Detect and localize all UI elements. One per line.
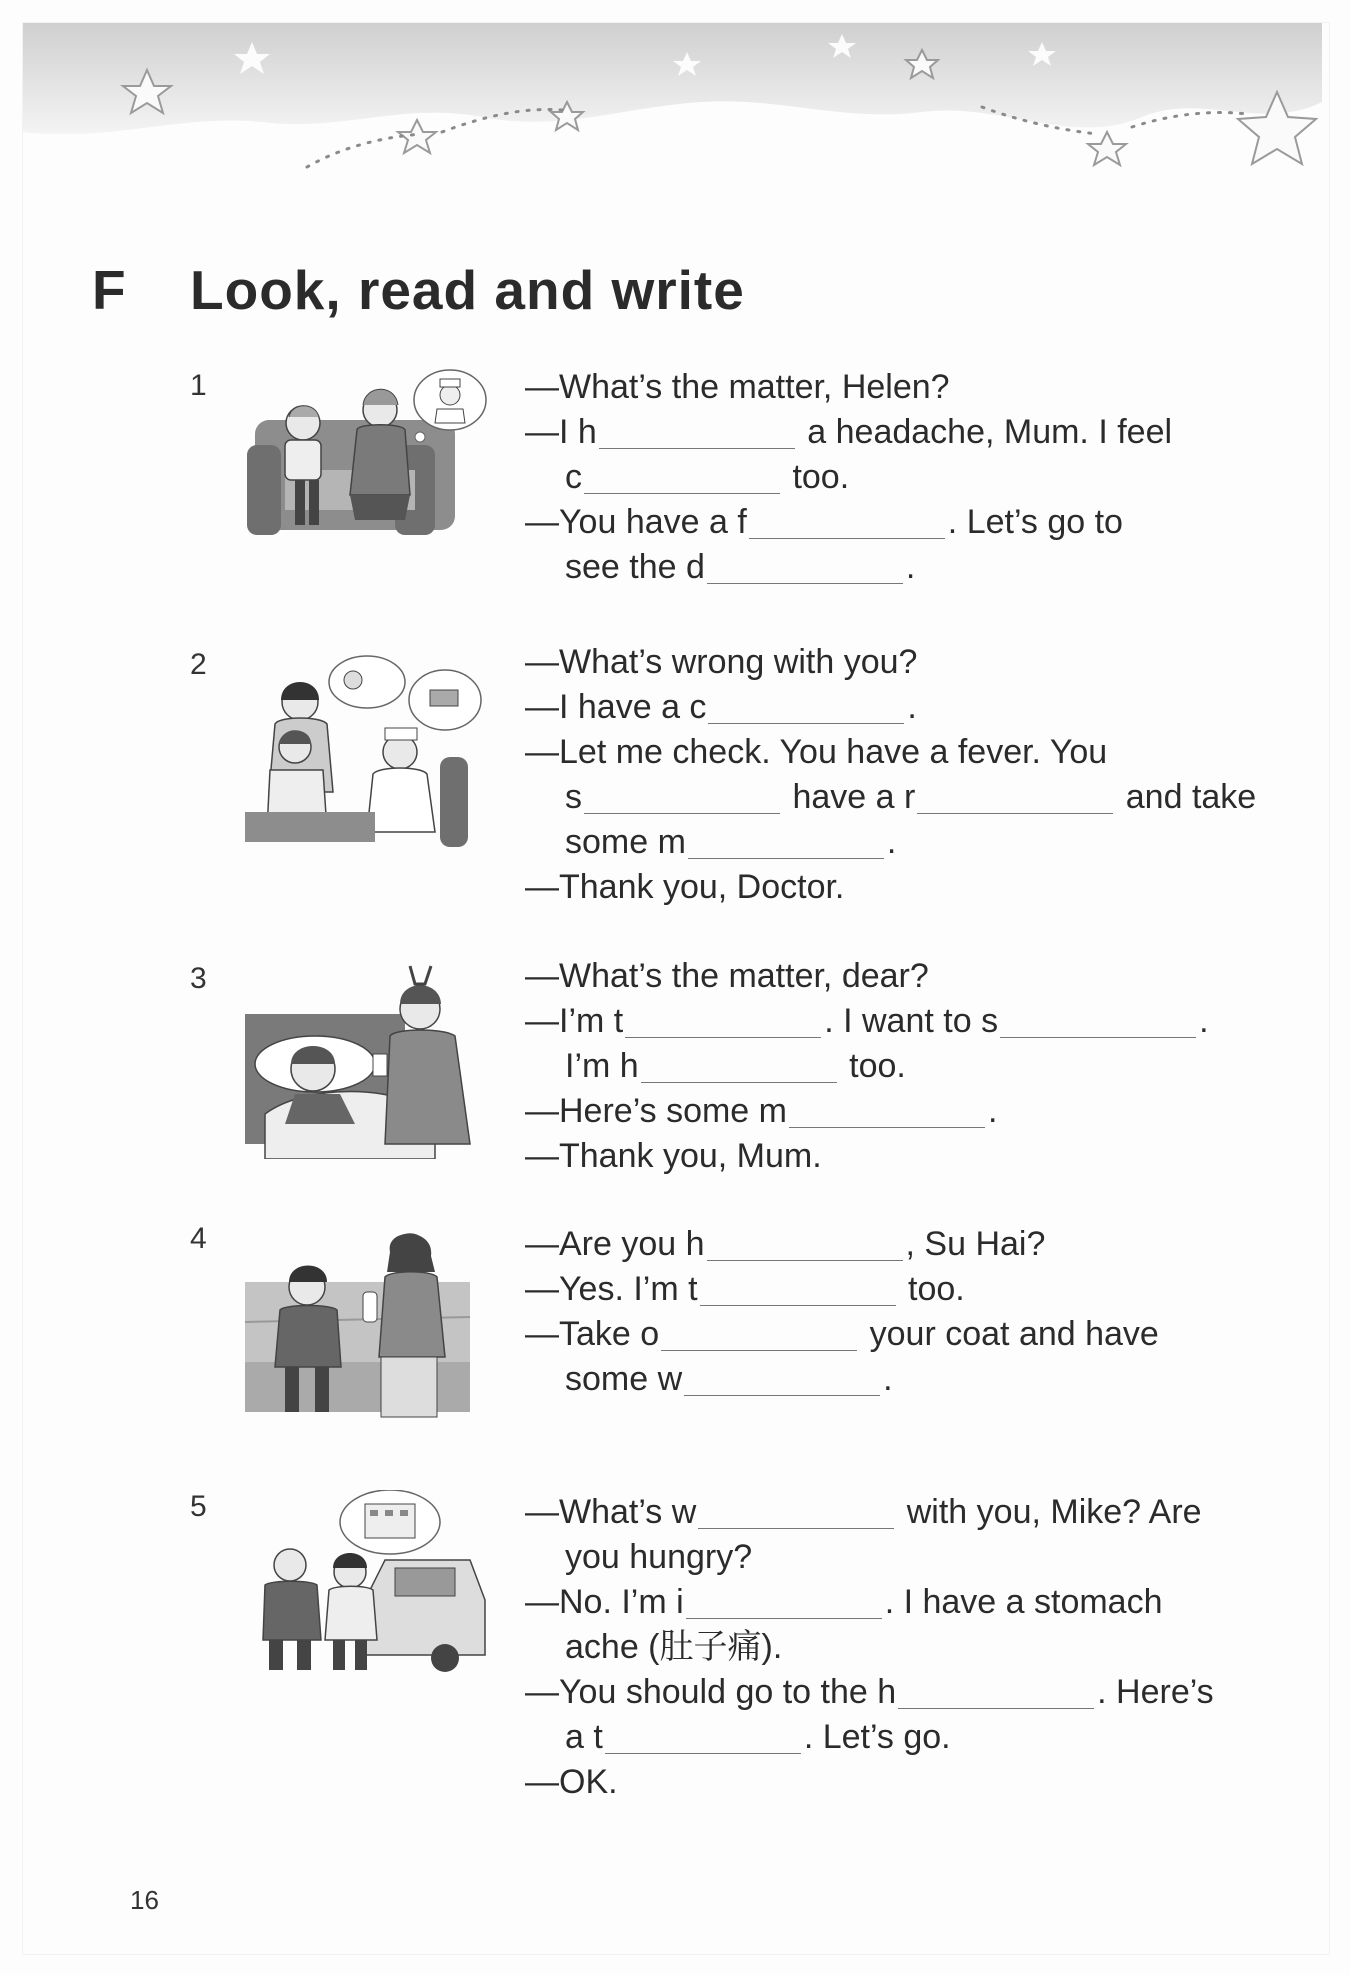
dialogue [525, 365, 1315, 590]
line-text: —Yes. I’m t [525, 1270, 698, 1308]
illustration-boy-stomach-ache-taxi [245, 1490, 490, 1680]
line-text: . Here’s [1097, 1673, 1214, 1711]
line-text: . [883, 1360, 893, 1398]
answer-blank[interactable] [1000, 1007, 1196, 1038]
line-text: —Thank you, Doctor. [525, 868, 845, 906]
line-text: a headache, Mum. I feel [807, 413, 1173, 451]
answer-blank[interactable] [584, 463, 780, 494]
line-text: have a r [792, 778, 916, 816]
line-text: . [905, 548, 916, 586]
page-number: 16 [130, 1885, 159, 1915]
answer-blank[interactable] [599, 418, 795, 449]
line-text: see the d [565, 548, 705, 586]
dialogue-line [525, 640, 1315, 685]
line-text: —Are you h [525, 1225, 705, 1263]
line-text: and take [1125, 778, 1257, 816]
dialogue-line [525, 1535, 1315, 1580]
line-text: . [886, 823, 897, 861]
line-text: with you, Mike? Are [906, 1493, 1202, 1531]
illustration-girl-headache-sofa [245, 365, 490, 545]
dialogue-line [525, 1490, 1315, 1535]
illustration-girl-hot-woman-bottle [245, 1222, 490, 1422]
answer-blank[interactable] [641, 1052, 837, 1083]
dialogue-line [525, 410, 1315, 455]
section-letter: F [92, 259, 127, 321]
line-text: —I have a c [525, 688, 707, 726]
line-text: ache (肚子痛). [565, 1628, 783, 1666]
line-text: . [907, 688, 917, 726]
line-text: s [565, 778, 582, 816]
section-heading [92, 258, 745, 322]
dialogue [525, 1490, 1315, 1805]
exercise-number: 2 [190, 648, 207, 681]
line-text: . I have a stomach [884, 1583, 1163, 1621]
star-banner [22, 22, 1322, 192]
line-text: —No. I’m i [525, 1583, 684, 1621]
dialogue-line [525, 954, 1315, 999]
line-text: —What’s the matter, dear? [525, 957, 929, 995]
dialogue-line [525, 1357, 1315, 1402]
line-text: . Let’s go. [803, 1718, 951, 1756]
answer-blank[interactable] [917, 783, 1113, 814]
line-text: . I want to s [824, 1002, 999, 1040]
exercise-number: 3 [190, 962, 207, 995]
answer-blank[interactable] [898, 1678, 1094, 1709]
line-text: —OK. [525, 1763, 618, 1801]
dialogue-line [525, 1715, 1315, 1760]
dialogue-line [525, 1625, 1315, 1670]
dialogue-line [525, 545, 1315, 590]
dialogue-line [525, 1267, 1315, 1312]
line-text: , Su Hai? [905, 1225, 1046, 1263]
answer-blank[interactable] [707, 553, 903, 584]
dialogue [525, 1222, 1315, 1402]
answer-blank[interactable] [605, 1723, 801, 1754]
dialogue [525, 640, 1315, 910]
dialogue-line [525, 775, 1315, 820]
answer-blank[interactable] [789, 1097, 985, 1128]
section-title: Look, read and write [190, 259, 745, 321]
line-text: . [988, 1092, 998, 1130]
line-text: —Take o [525, 1315, 660, 1353]
answer-blank[interactable] [708, 693, 904, 724]
dialogue [525, 954, 1315, 1179]
dialogue-line [525, 1044, 1315, 1089]
dialogue-line [525, 365, 1315, 410]
dialogue-line [525, 455, 1315, 500]
dialogue-line [525, 1670, 1315, 1715]
answer-blank[interactable] [686, 1588, 882, 1619]
line-text: a t [565, 1718, 603, 1756]
line-text: —Thank you, Mum. [525, 1137, 822, 1175]
answer-blank[interactable] [749, 508, 945, 539]
line-text: —You have a f [525, 503, 747, 541]
line-text: some m [565, 823, 686, 861]
exercise-number: 1 [190, 369, 207, 402]
line-text: —I’m t [525, 1002, 624, 1040]
line-text: c [565, 458, 582, 496]
answer-blank[interactable] [707, 1230, 903, 1261]
dialogue-line [525, 500, 1315, 545]
dialogue-line [525, 865, 1315, 910]
line-text: some w [565, 1360, 683, 1398]
answer-blank[interactable] [698, 1498, 894, 1529]
star-icon [1088, 132, 1126, 165]
illustration-boy-in-bed [245, 954, 490, 1159]
line-text: . [1199, 1002, 1209, 1040]
dialogue-line [525, 685, 1315, 730]
dialogue-line [525, 820, 1315, 865]
line-text: —What’s the matter, Helen? [525, 368, 950, 406]
line-text: —You should go to the h [525, 1673, 897, 1711]
line-text: —Let me check. You have a fever. You [525, 733, 1108, 771]
line-text: —Here’s some m [525, 1092, 787, 1130]
answer-blank[interactable] [684, 1365, 880, 1396]
dialogue-line [525, 1222, 1315, 1267]
answer-blank[interactable] [625, 1007, 821, 1038]
dialogue-line [525, 1580, 1315, 1625]
line-text: you hungry? [565, 1538, 753, 1576]
line-text: I’m h [565, 1047, 639, 1085]
exercise-number: 5 [190, 1490, 207, 1523]
illustration-doctor-check [245, 652, 490, 852]
dialogue-line [525, 1312, 1315, 1357]
line-text: . Let’s go to [947, 503, 1123, 541]
dialogue-line [525, 730, 1315, 775]
dialogue-line [525, 999, 1315, 1044]
line-text: too. [849, 1047, 906, 1085]
line-text: —I h [525, 413, 597, 451]
answer-blank[interactable] [688, 828, 884, 859]
line-text: too. [792, 458, 850, 496]
line-text: —What’s w [525, 1493, 697, 1531]
line-text: —What’s wrong with you? [525, 643, 918, 681]
dialogue-line [525, 1089, 1315, 1134]
answer-blank[interactable] [700, 1275, 896, 1306]
line-text: your coat and have [869, 1315, 1159, 1353]
exercise-number: 4 [190, 1222, 207, 1255]
dialogue-line [525, 1134, 1315, 1179]
answer-blank[interactable] [661, 1320, 857, 1351]
answer-blank[interactable] [584, 783, 780, 814]
dialogue-line [525, 1760, 1315, 1805]
line-text: too. [908, 1270, 965, 1308]
